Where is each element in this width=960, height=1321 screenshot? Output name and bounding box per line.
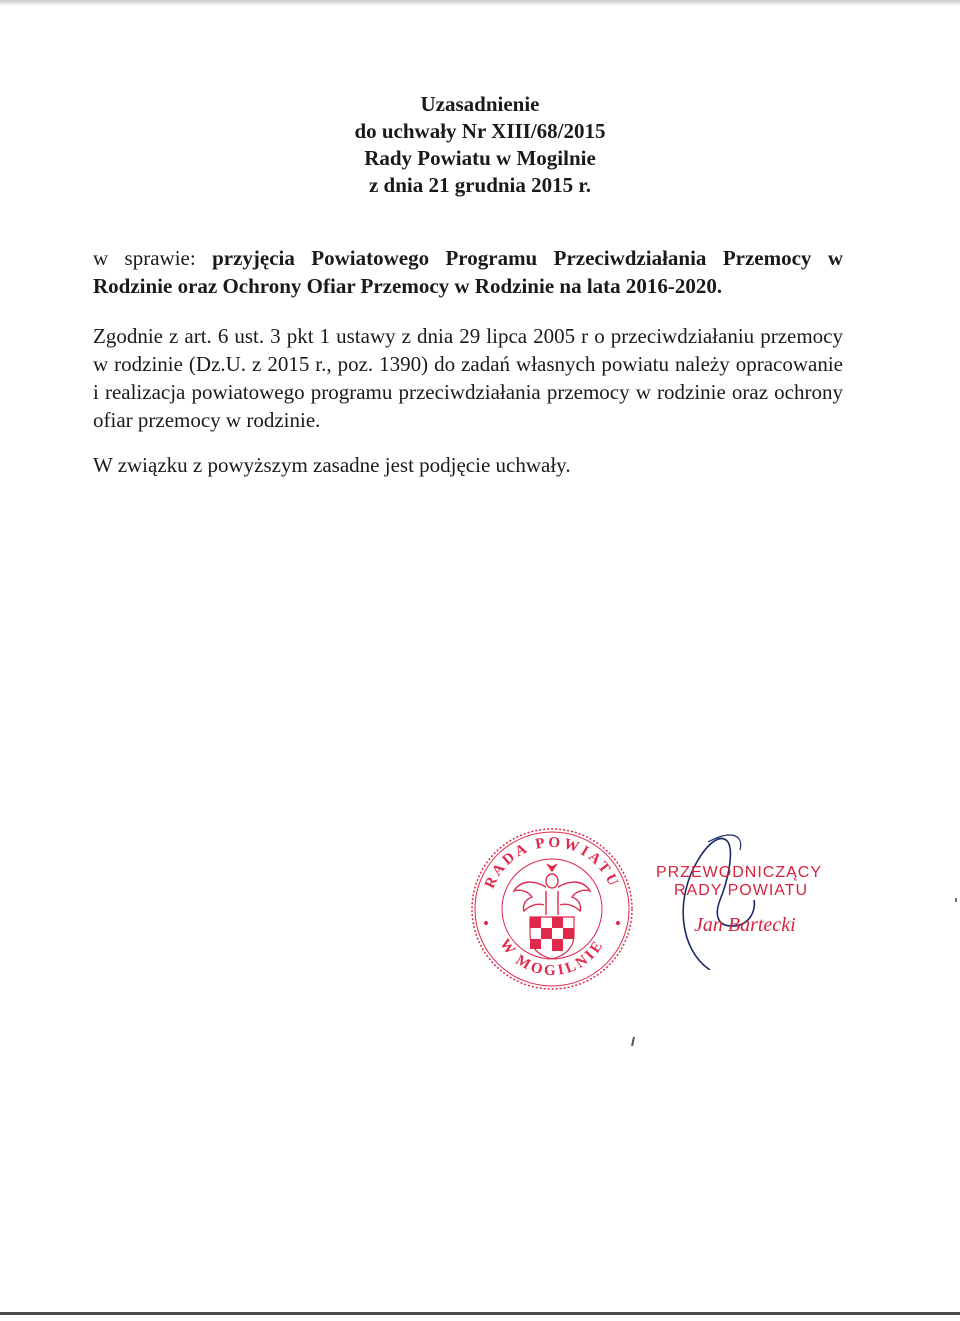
subject-lead: w sprawie: [93,246,213,270]
heading-date: z dnia 21 grudnia 2015 r. [368,173,592,197]
eagle-emblem-icon [514,865,590,915]
heading-council: Rady Powiatu w Mogilnie [364,146,596,170]
heading-resolution-number: do uchwały Nr XIII/68/2015 [354,119,606,143]
scan-bottom-edge [0,1312,960,1315]
seal-top-text: RADA POWIATU [481,834,623,891]
council-seal-graphic [468,825,636,993]
council-seal [468,825,636,993]
stamp-title-line2: RADY POWIATU [674,882,809,899]
seal-bottom-text: W MOGILNIE [496,936,608,980]
subject-title: przyjęcia Powiatowego Programu Przeciwdziałania Przemocy w Rodzinie oraz Ochrony Ofiar Przemocy w Rodzinie na lata 2016-2020. [93,246,843,298]
scan-artifact [955,898,957,902]
scan-artifact [631,1037,635,1046]
scan-top-edge [0,0,960,6]
heading-title: Uzasadnienie [420,92,540,116]
chairman-stamp [650,860,870,970]
checkered-shield-icon [530,917,574,959]
subject-paragraph [93,244,843,300]
stamp-signatory-name: Jan Bartecki [694,914,796,936]
document-heading [0,91,960,199]
legal-basis-paragraph: Zgodnie z art. 6 ust. 3 pkt 1 ustawy z dnia 29 lipca 2005 r o przeciwdziałaniu przemocy w rodzinie (Dz.U. z 2015 r., poz. 1390) do zadań własnych powiatu należy opracowanie i realizacja powiatowego programu przeciwdziałania przemocy w rodzinie oraz ochrony ofiar przemocy w rodzinie. [93,324,843,432]
conclusion-paragraph: W związku z powyższym zasadne jest podjęcie uchwały. [93,453,571,477]
stamp-title-line1: PRZEWODNICZĄCY [656,864,822,881]
